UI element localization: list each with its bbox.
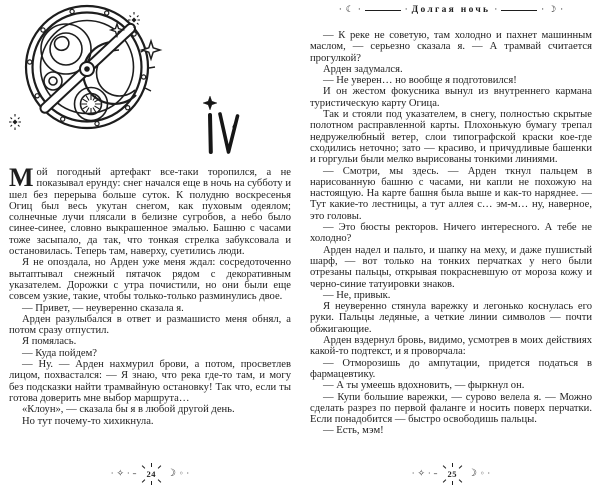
dot-icon: ·: [541, 4, 545, 15]
dot-icon: ·: [411, 469, 415, 478]
page-number: 24: [146, 469, 156, 479]
star-icon: [203, 96, 217, 110]
paragraph: — Это бюсты ректоров. Ничего интересного. А тебе не холодно?: [310, 222, 592, 245]
dot-icon: ·: [110, 469, 114, 478]
header-rule: [501, 10, 537, 11]
paragraph: — Привет, — неуверенно сказала я.: [22, 302, 184, 314]
page-number: 25: [447, 469, 457, 479]
page-number-burst: [447, 469, 458, 479]
right-page-text: [310, 30, 592, 437]
paragraph: — Не, привык.: [323, 289, 391, 301]
clock-illustration: [3, 0, 175, 150]
paragraph: Арден задумался.: [323, 63, 403, 75]
paragraph: Арден вздернул бровь, видимо, усмотрев в моих действиях какой-то подтекст, и я проворчала:: [310, 335, 592, 358]
dot-icon: ·: [487, 469, 491, 478]
paragraph: И он жестом фокусника вынул из внутреннего кармана туристическую карту Огица.: [310, 86, 592, 109]
paragraph: — К реке не советую, там холодно и пахнет машинным маслом, — серьезно сказала я. — А трамвай считается прогулкой?: [310, 30, 592, 64]
diamond-icon: ✧: [417, 468, 425, 479]
paragraph: Я не опоздала, но Арден уже меня ждал: сосредоточенно вытаптывал снежный пятачок рядом с декоративным указателем. Дорожки с утра почистили, но они были еще совсем узкие, такие, чтобы только-только разминулись двое.: [9, 257, 291, 303]
paragraph: Арден надел и пальто, и шапку на меху, и даже пушистый шарф, — вот только на тонких перчатках у него были отрезаны пальцы, открывая покрасневшую от мороза кожу и черно-синие татуировки знаков.: [310, 244, 592, 290]
paragraph: «Клоун», — сказала бы я в любой другой день.: [22, 404, 235, 416]
paragraph: Так и стояли под указателем, в снегу, полностью скрытые полотном расправленной карты. Плохонькую бумагу трепал недружелюбный ветер, слои типографской краски кое-где сходились неточно; зато — красиво, и причудливые башенки и горгульи были мелко вырисованы тонкими линиями.: [310, 109, 592, 166]
chapter-heading-area: [9, 0, 291, 166]
paragraph: — Есть, мэм!: [323, 425, 384, 437]
star-icon: [142, 41, 160, 59]
paragraph: — Отморозишь до ампутации, придется податься в фармацевтику.: [310, 357, 592, 380]
paragraph: Я неуверенно стянула варежку и легонько коснулась его руки. Пальцы ледяные, а четкие линии символов — почти обжигающие.: [310, 301, 592, 335]
drop-cap: М: [9, 163, 34, 192]
ring-icon: ◦: [479, 469, 485, 478]
dot-icon: ·: [338, 4, 342, 15]
dot-icon: ·: [127, 469, 130, 478]
ring-icon: ◦: [178, 469, 184, 478]
paragraph: — Ну. — Арден нахмурил брови, а потом, просветлев лицом, похвастался: — Я знаю, что река где-то там, и могу без подсказки найти трамвайную остановку! Так что, если ты готова доверить мне выбор маршрута…: [9, 359, 291, 404]
left-page-text: [9, 163, 291, 427]
dot-icon: ·: [404, 4, 408, 15]
crescent-right-icon: ☽: [548, 4, 557, 15]
dot-icon: ·: [186, 469, 190, 478]
diamond-icon: ✧: [116, 468, 124, 479]
paragraph: — Куда пойдем?: [22, 347, 98, 359]
paragraph: — Не уверен… но вообще я подготовился!: [323, 75, 517, 87]
right-page-footer: [310, 469, 592, 479]
dot-icon: ·: [357, 4, 361, 15]
crescent-icon: ☽: [166, 468, 176, 479]
left-page: [9, 0, 291, 491]
dot-icon: ·: [560, 4, 564, 15]
crescent-icon: ☽: [467, 468, 477, 479]
paragraph: Мой погодный артефакт все-таки торопился, а не показывал ерунду: снег начался еще в ночь на субботу и шел без перерыва больше суток. К полудню воскресенья Огиц был весь укутан снегом, как пуховым одеялом; солнечные лучи плясали в белизне сугробов, а небо было синее-синее, словно выкрашенное эмалью. Башню с часами тоже засыпало, да так, что тонкая стрелка забуксовала и остановилась. Теперь там, наверху, суетились люди.: [9, 163, 291, 258]
dot-icon: ·: [494, 4, 498, 15]
right-page: [310, 0, 592, 491]
running-header: [310, 5, 592, 15]
chapter-numeral-iv: [202, 94, 240, 158]
dash-icon: –: [132, 469, 136, 478]
gear-spokes: [82, 95, 101, 114]
header-rule: [365, 10, 401, 11]
crescent-left-icon: ☾: [345, 4, 354, 15]
paragraph: — Смотри, мы здесь. — Арден ткнул пальцем в нарисованную башню с часами, ни капли не похожую на настоящую. На карте башня была выше и как-то наряднее. — Тут какие-то лестницы, а тут аллея с… эм-м… ну, наверное, это головы.: [310, 165, 592, 222]
dash-icon: –: [433, 469, 437, 478]
running-title: Долгая ночь: [411, 5, 491, 15]
left-page-footer: [9, 469, 291, 479]
paragraph: — Купи большие варежки, — сурово велела я. — Можно сделать разрез по первой фаланге и носить поверх перчатки. Если понадобится — быстро освободишь пальцы.: [310, 391, 592, 426]
ray-sparkle-icon: [9, 114, 21, 130]
page-number-burst: [146, 469, 157, 479]
dot-icon: ·: [428, 469, 431, 478]
paragraph: — А ты умеешь вдохновить, — фыркнул он.: [323, 380, 525, 392]
gear-work: [41, 21, 156, 121]
paragraph: Я помялась.: [22, 336, 77, 348]
paragraph: Арден разулыбался в ответ и размашисто меня обнял, а потом сразу отпустил.: [9, 313, 291, 337]
paragraph: Но тут почему-то хихикнула.: [22, 415, 154, 427]
